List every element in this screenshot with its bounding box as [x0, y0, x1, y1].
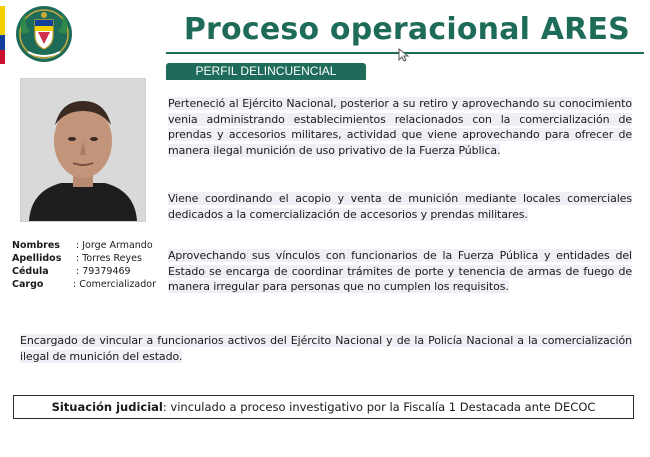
info-value: : 79379469: [76, 266, 131, 277]
suspect-photo: [20, 78, 146, 222]
paragraph-text: Encargado de vincular a funcionarios activos del Ejército Nacional y de la Policía Nacional a la comercialización ilegal de munición del estado.: [20, 334, 632, 363]
police-shield-logo-icon: [14, 4, 74, 64]
flag-blue-band: [0, 35, 5, 50]
judicial-text: : vinculado a proceso investigativo por la Fiscalía 1 Destacada ante DECOC: [162, 400, 596, 414]
info-label: Cargo: [12, 279, 44, 290]
info-row-cargo: [12, 278, 156, 291]
person-photo-icon: [21, 79, 145, 221]
paragraph-text: Viene coordinando el acopio y venta de munición mediante locales comerciales dedicados a la comercialización de accesorios y prendas militares.: [168, 192, 632, 221]
profile-info: [12, 239, 156, 291]
mouse-cursor-icon: [398, 48, 410, 62]
profile-paragraph: [168, 95, 632, 160]
profile-paragraph: [168, 247, 632, 297]
paragraph-text: Perteneció al Ejército Nacional, posterior a su retiro y aprovechando su conocimiento venia administrando establecimientos relacionados con la comercialización de prendas y accesorios militares, actividad que viene aprovechando para ofrecer de manera ilegal munición de uso privativo de la Fuerza Pública.: [168, 97, 632, 157]
info-value: : Jorge Armando: [76, 240, 153, 251]
section-tab-perfil: PERFIL DELINCUENCIAL: [166, 63, 366, 80]
paragraph-text: Aprovechando sus vínculos con funcionarios de la Fuerza Pública y entidades del Estado se encarga de coordinar trámites de porte y tenencia de armas de fuego de manera irregular para personas que no cumplen los requisitos.: [168, 249, 632, 294]
page-title: Proceso operacional ARES: [183, 12, 630, 47]
profile-paragraph: [168, 190, 632, 224]
info-row-apellidos: [12, 252, 156, 265]
info-value: : Comercializador: [73, 279, 156, 290]
info-value: : Torres Reyes: [76, 253, 142, 264]
info-label: Cédula: [12, 266, 49, 277]
flag-yellow-band: [0, 6, 5, 35]
judicial-label: Situación judicial: [51, 400, 163, 414]
info-label: Nombres: [12, 240, 60, 251]
info-row-nombres: [12, 239, 156, 252]
flag-red-band: [0, 50, 5, 65]
info-row-cedula: [12, 265, 156, 278]
judicial-status-box: [13, 395, 634, 419]
colombia-flag-strip: [0, 6, 5, 64]
profile-paragraph: [20, 332, 632, 366]
info-label: Apellidos: [12, 253, 62, 264]
